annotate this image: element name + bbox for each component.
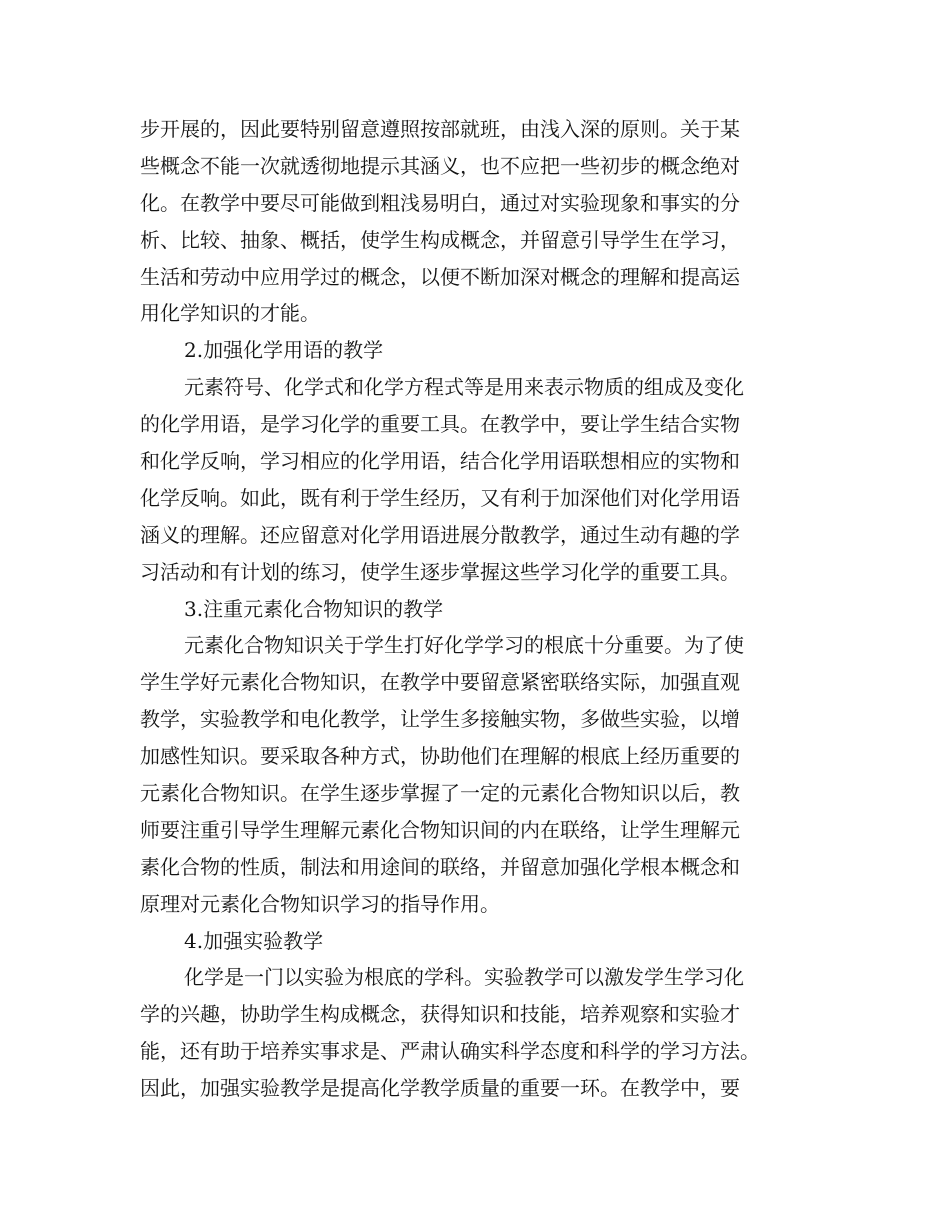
paragraph-first-line: 元素符号、化学式和化学方程式等是用来表示物质的组成及变化 xyxy=(184,375,744,400)
text-line: 习活动和有计划的练习，使学生逐步掌握这些学习化学的重要工具。 xyxy=(140,559,740,584)
text-line: 元素化合物知识。在学生逐步掌握了一定的元素化合物知识以后，教 xyxy=(140,781,740,806)
section-heading: 2.加强化学用语的教学 xyxy=(184,338,384,363)
section-heading: 3.注重元素化合物知识的教学 xyxy=(184,596,444,621)
text-line: 因此，加强实验教学是提高化学教学质量的重要一环。在教学中，要 xyxy=(140,1076,740,1101)
text-line: 用化学知识的才能。 xyxy=(140,301,320,326)
text-line: 加感性知识。要采取各种方式，协助他们在理解的根底上经历重要的 xyxy=(140,744,740,769)
text-line: 化学反响。如此，既有利于学生经历，又有利于加深他们对化学用语 xyxy=(140,485,740,510)
text-line: 学的兴趣，协助学生构成概念，获得知识和技能，培养观察和实验才 xyxy=(140,1002,740,1027)
text-line: 涵义的理解。还应留意对化学用语进展分散教学，通过生动有趣的学 xyxy=(140,522,740,547)
text-line: 些概念不能一次就透彻地提示其涵义，也不应把一些初步的概念绝对 xyxy=(140,153,740,178)
text-line: 步开展的，因此要特别留意遵照按部就班，由浅入深的原则。关于某 xyxy=(140,117,740,141)
text-line: 原理对元素化合物知识学习的指导作用。 xyxy=(140,891,500,916)
document-body xyxy=(140,111,820,1107)
section-heading: 4.加强实验教学 xyxy=(184,928,324,953)
paragraph-first-line: 化学是一门以实验为根底的学科。实验教学可以激发学生学习化 xyxy=(184,965,744,990)
text-line: 能，还有助于培养实事求是、严肃认确实科学态度和科学的学习方法。 xyxy=(140,1039,760,1064)
text-line: 的化学用语，是学习化学的重要工具。在教学中，要让学生结合实物 xyxy=(140,412,740,437)
text-line: 和化学反响，学习相应的化学用语，结合化学用语联想相应的实物和 xyxy=(140,449,740,474)
text-line: 学生学好元素化合物知识，在教学中要留意紧密联络实际，加强直观 xyxy=(140,670,740,695)
text-line: 素化合物的性质，制法和用途间的联络，并留意加强化学根本概念和 xyxy=(140,854,740,879)
text-line: 师要注重引导学生理解元素化合物知识间的内在联络，让学生理解元 xyxy=(140,817,740,842)
text-line: 教学，实验教学和电化教学，让学生多接触实物，多做些实验，以增 xyxy=(140,707,740,732)
text-line: 生活和劳动中应用学过的概念，以便不断加深对概念的理解和提高运 xyxy=(140,264,740,289)
paragraph-first-line: 元素化合物知识关于学生打好化学学习的根底十分重要。为了使 xyxy=(184,633,744,658)
text-line: 化。在教学中要尽可能做到粗浅易明白，通过对实验现象和事实的分 xyxy=(140,190,740,215)
text-line: 析、比较、抽象、概括，使学生构成概念，并留意引导学生在学习， xyxy=(140,227,740,252)
